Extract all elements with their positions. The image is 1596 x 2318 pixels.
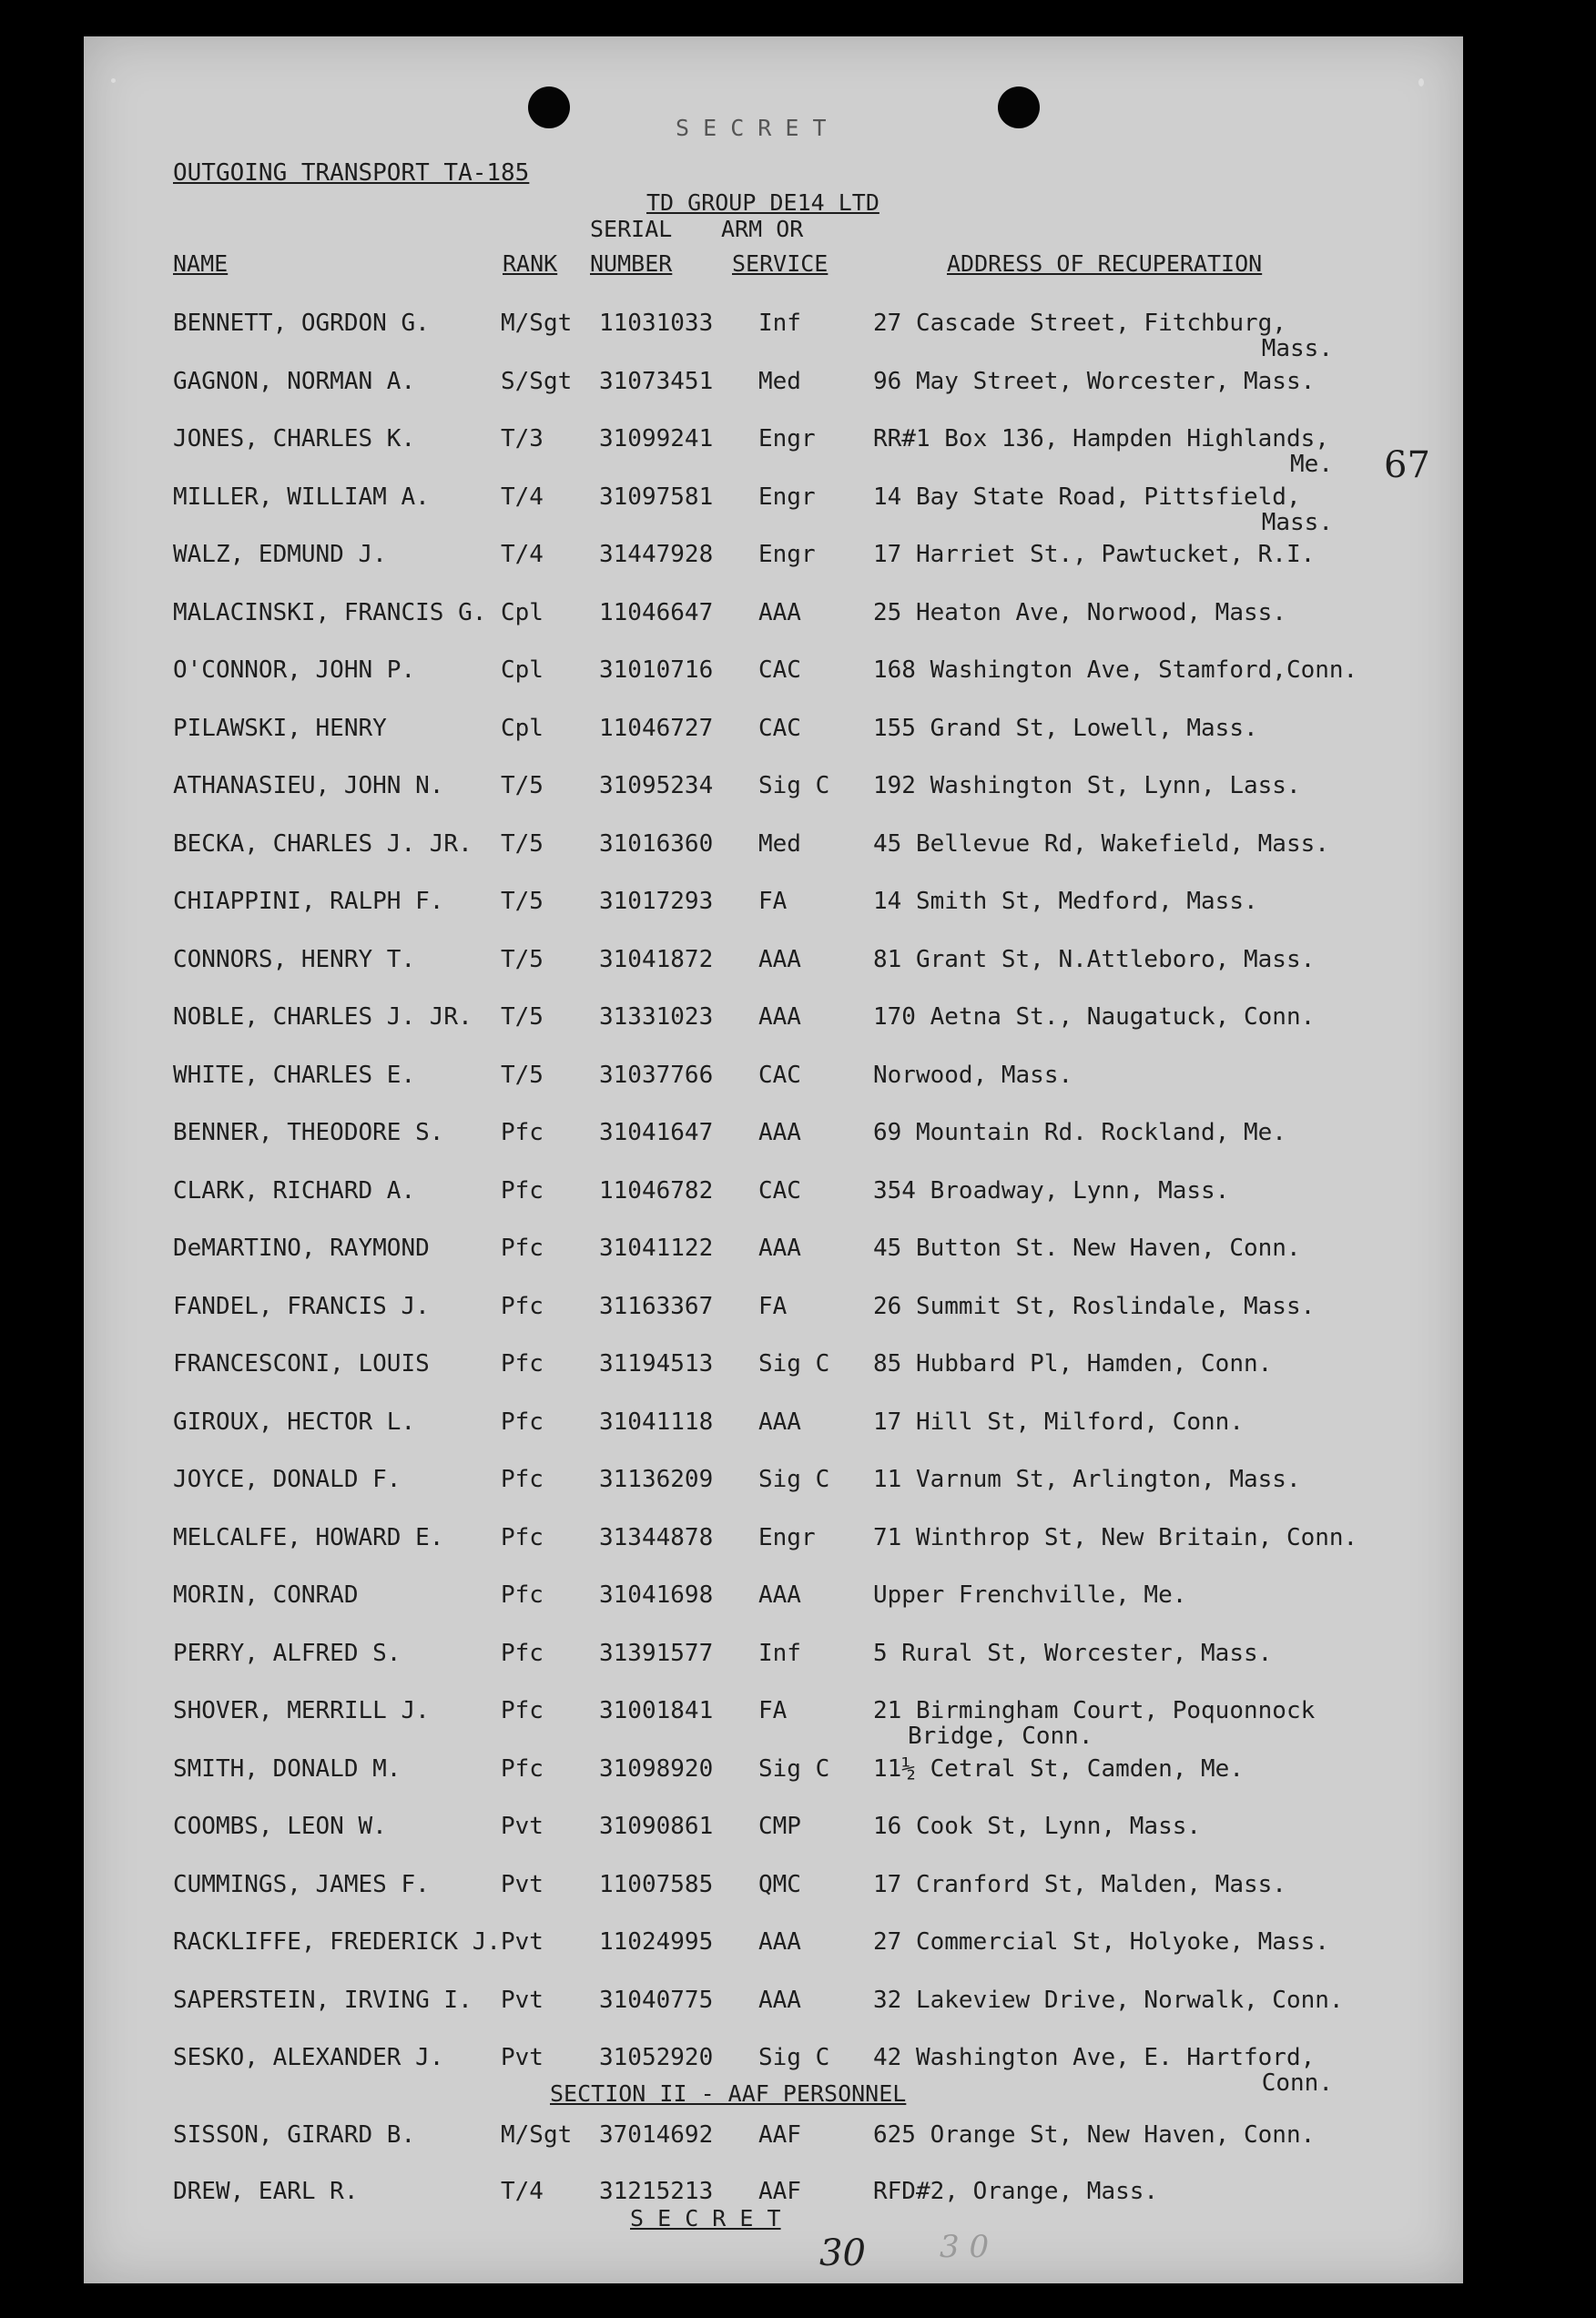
- person-name: MELCALFE, HOWARD E.: [173, 1523, 444, 1551]
- serial-number: 11031033: [599, 310, 714, 337]
- address: 96 May Street, Worcester, Mass.: [873, 367, 1316, 395]
- person-name: WHITE, CHARLES E.: [173, 1061, 416, 1089]
- arm-of-service: AAA: [758, 598, 801, 626]
- address: 17 Harriet St., Pawtucket, R.I.: [873, 541, 1316, 568]
- arm-of-service: Sig C: [758, 772, 830, 799]
- person-name: JOYCE, DONALD F.: [173, 1466, 402, 1493]
- address-continuation: Bridge, Conn.: [908, 1723, 1093, 1750]
- arm-of-service: Engr: [758, 1523, 816, 1551]
- person-name: BECKA, CHARLES J. JR.: [173, 829, 473, 858]
- serial-number: 11046782: [599, 1176, 714, 1205]
- person-name: BENNETT, OGRDON G.: [173, 310, 430, 337]
- scan-speck: [111, 78, 116, 83]
- arm-of-service: AAA: [758, 1119, 801, 1146]
- serial-number: 31163367: [599, 1292, 714, 1320]
- arm-of-service: CMP: [758, 1813, 801, 1840]
- serial-number: 31041698: [599, 1581, 714, 1609]
- group-heading: TD GROUP DE14 LTD: [646, 189, 879, 216]
- col-arm-bottom: SERVICE: [732, 250, 828, 277]
- serial-number: 31090861: [599, 1813, 714, 1840]
- handwritten-number-faint: 3 0: [940, 2229, 990, 2265]
- serial-number: 31016360: [599, 829, 714, 858]
- serial-number: 31040775: [599, 1986, 714, 2014]
- person-name: SMITH, DONALD M.: [173, 1754, 402, 1783]
- address: 5 Rural St, Worcester, Mass.: [873, 1639, 1273, 1667]
- address: 27 Commercial St, Holyoke, Mass.: [873, 1928, 1329, 1956]
- address: 21 Birmingham Court, Poquonnock: [873, 1697, 1316, 1724]
- person-rank: Pvt: [501, 2044, 544, 2071]
- serial-number: 31037766: [599, 1061, 714, 1089]
- person-rank: Pfc: [501, 1119, 544, 1146]
- address-continuation: Me.: [1290, 451, 1333, 478]
- person-rank: T/3: [501, 425, 544, 452]
- person-rank: M/Sgt: [501, 2121, 573, 2149]
- arm-of-service: Inf: [758, 1639, 801, 1667]
- arm-of-service: CAC: [758, 1061, 801, 1089]
- address: 32 Lakeview Drive, Norwalk, Conn.: [873, 1986, 1344, 2014]
- serial-number: 11046727: [599, 714, 714, 742]
- address: 16 Cook St, Lynn, Mass.: [873, 1813, 1202, 1840]
- address: 11 Varnum St, Arlington, Mass.: [873, 1466, 1301, 1493]
- serial-number: 31095234: [599, 772, 714, 799]
- serial-number: 31391577: [599, 1639, 714, 1667]
- address: 27 Cascade Street, Fitchburg,: [873, 310, 1286, 337]
- address: 155 Grand St, Lowell, Mass.: [873, 714, 1258, 742]
- person-rank: Pfc: [501, 1523, 544, 1551]
- person-rank: Pvt: [501, 1813, 544, 1840]
- col-arm-top: ARM OR: [721, 216, 804, 242]
- serial-number: 31097581: [599, 483, 714, 511]
- arm-of-service: Med: [758, 829, 801, 858]
- serial-number: 31099241: [599, 425, 714, 452]
- person-name: ATHANASIEU, JOHN N.: [173, 772, 444, 799]
- person-rank: Pfc: [501, 1235, 544, 1262]
- address: 17 Cranford St, Malden, Mass.: [873, 1870, 1286, 1898]
- address: 625 Orange St, New Haven, Conn.: [873, 2121, 1316, 2149]
- person-rank: S/Sgt: [501, 367, 573, 395]
- address: 26 Summit St, Roslindale, Mass.: [873, 1292, 1316, 1320]
- serial-number: 31010716: [599, 656, 714, 684]
- person-name: CLARK, RICHARD A.: [173, 1176, 416, 1205]
- address: RR#1 Box 136, Hampden Highlands,: [873, 425, 1329, 452]
- arm-of-service: AAA: [758, 1986, 801, 2014]
- scan-speck: [1418, 78, 1424, 86]
- person-rank: T/5: [501, 772, 544, 799]
- serial-number: 31073451: [599, 367, 714, 395]
- transport-title: OUTGOING TRANSPORT TA-185: [173, 159, 530, 187]
- address: 71 Winthrop St, New Britain, Conn.: [873, 1523, 1358, 1551]
- serial-number: 31041647: [599, 1119, 714, 1146]
- arm-of-service: AAA: [758, 1928, 801, 1956]
- person-name: CONNORS, HENRY T.: [173, 945, 416, 973]
- address-continuation: Mass.: [1261, 508, 1333, 536]
- arm-of-service: AAF: [758, 2178, 801, 2205]
- address: 69 Mountain Rd. Rockland, Me.: [873, 1119, 1286, 1146]
- arm-of-service: AAA: [758, 945, 801, 973]
- person-rank: Pfc: [501, 1697, 544, 1724]
- person-name: MILLER, WILLIAM A.: [173, 483, 430, 511]
- address: 170 Aetna St., Naugatuck, Conn.: [873, 1003, 1316, 1031]
- serial-number: 31136209: [599, 1466, 714, 1493]
- serial-number: 31052920: [599, 2044, 714, 2071]
- serial-number: 31041122: [599, 1235, 714, 1262]
- address: 14 Smith St, Medford, Mass.: [873, 888, 1258, 915]
- address: 42 Washington Ave, E. Hartford,: [873, 2044, 1316, 2071]
- person-rank: T/4: [501, 541, 544, 568]
- serial-number: 31447928: [599, 541, 714, 568]
- arm-of-service: FA: [758, 1697, 788, 1724]
- arm-of-service: Sig C: [758, 1466, 830, 1493]
- person-rank: T/5: [501, 888, 544, 915]
- person-rank: Cpl: [501, 714, 544, 742]
- arm-of-service: Sig C: [758, 1754, 830, 1783]
- serial-number: 31098920: [599, 1754, 714, 1783]
- address: 192 Washington St, Lynn, Lass.: [873, 772, 1301, 799]
- page-number: 67: [1384, 444, 1430, 486]
- person-name: DREW, EARL R.: [173, 2178, 359, 2205]
- address: 45 Bellevue Rd, Wakefield, Mass.: [873, 829, 1329, 858]
- person-rank: Pvt: [501, 1870, 544, 1898]
- address: Norwood, Mass.: [873, 1061, 1073, 1089]
- col-serial-top: SERIAL: [590, 216, 673, 242]
- person-name: RACKLIFFE, FREDERICK J.: [173, 1928, 502, 1956]
- arm-of-service: AAA: [758, 1408, 801, 1436]
- address-continuation: Conn.: [1261, 2069, 1333, 2097]
- person-name: BENNER, THEODORE S.: [173, 1119, 444, 1146]
- address: 25 Heaton Ave, Norwood, Mass.: [873, 598, 1286, 626]
- person-name: NOBLE, CHARLES J. JR.: [173, 1003, 473, 1031]
- person-name: COOMBS, LEON W.: [173, 1813, 387, 1840]
- person-rank: T/5: [501, 829, 544, 858]
- serial-number: 31331023: [599, 1003, 714, 1031]
- person-name: WALZ, EDMUND J.: [173, 541, 387, 568]
- address: 168 Washington Ave, Stamford,Conn.: [873, 656, 1358, 684]
- serial-number: 31041872: [599, 945, 714, 973]
- person-name: CHIAPPINI, RALPH F.: [173, 888, 444, 915]
- punch-hole: [998, 86, 1040, 128]
- person-name: PILAWSKI, HENRY: [173, 714, 387, 742]
- person-rank: Cpl: [501, 656, 544, 684]
- serial-number: 11007585: [599, 1870, 714, 1898]
- arm-of-service: Engr: [758, 483, 816, 511]
- person-rank: Pfc: [501, 1350, 544, 1378]
- person-rank: M/Sgt: [501, 310, 573, 337]
- arm-of-service: Inf: [758, 310, 801, 337]
- arm-of-service: FA: [758, 1292, 788, 1320]
- serial-number: 31194513: [599, 1350, 714, 1378]
- person-name: FANDEL, FRANCIS J.: [173, 1292, 430, 1320]
- col-rank: RANK: [503, 250, 558, 277]
- person-name: SHOVER, MERRILL J.: [173, 1697, 430, 1724]
- serial-number: 31344878: [599, 1523, 714, 1551]
- person-name: MALACINSKI, FRANCIS G.: [173, 598, 487, 626]
- serial-number: 31017293: [599, 888, 714, 915]
- person-rank: T/5: [501, 1003, 544, 1031]
- col-serial-bottom: NUMBER: [590, 250, 673, 277]
- arm-of-service: Engr: [758, 425, 816, 452]
- person-rank: Pvt: [501, 1928, 544, 1956]
- person-rank: Cpl: [501, 598, 544, 626]
- arm-of-service: CAC: [758, 656, 801, 684]
- address: 11½ Cetral St, Camden, Me.: [873, 1754, 1244, 1783]
- serial-number: 11024995: [599, 1928, 714, 1956]
- arm-of-service: AAF: [758, 2121, 801, 2149]
- address: 354 Broadway, Lynn, Mass.: [873, 1176, 1230, 1205]
- classification-bottom: S E C R E T: [630, 2205, 781, 2232]
- handwritten-number: 30: [819, 2232, 866, 2274]
- person-rank: T/4: [501, 483, 544, 511]
- person-name: SISSON, GIRARD B.: [173, 2121, 416, 2149]
- address: 17 Hill St, Milford, Conn.: [873, 1408, 1244, 1436]
- person-rank: T/5: [501, 1061, 544, 1089]
- arm-of-service: CAC: [758, 714, 801, 742]
- arm-of-service: AAA: [758, 1581, 801, 1609]
- person-name: CUMMINGS, JAMES F.: [173, 1870, 430, 1898]
- person-name: PERRY, ALFRED S.: [173, 1639, 402, 1667]
- address: 14 Bay State Road, Pittsfield,: [873, 483, 1301, 511]
- section-heading: SECTION II - AAF PERSONNEL: [550, 2080, 907, 2107]
- arm-of-service: AAA: [758, 1235, 801, 1262]
- address: 85 Hubbard Pl, Hamden, Conn.: [873, 1350, 1273, 1378]
- address-continuation: Mass.: [1261, 335, 1333, 362]
- arm-of-service: Engr: [758, 541, 816, 568]
- serial-number: 31001841: [599, 1697, 714, 1724]
- person-name: SAPERSTEIN, IRVING I.: [173, 1986, 473, 2014]
- person-rank: Pfc: [501, 1581, 544, 1609]
- person-name: O'CONNOR, JOHN P.: [173, 656, 416, 684]
- classification-top: S E C R E T: [676, 115, 827, 141]
- person-rank: Pfc: [501, 1292, 544, 1320]
- arm-of-service: CAC: [758, 1176, 801, 1205]
- serial-number: 31041118: [599, 1408, 714, 1436]
- serial-number: 37014692: [599, 2121, 714, 2149]
- person-rank: Pfc: [501, 1408, 544, 1436]
- person-rank: Pfc: [501, 1639, 544, 1667]
- arm-of-service: AAA: [758, 1003, 801, 1031]
- person-name: DeMARTINO, RAYMOND: [173, 1235, 430, 1262]
- person-name: GIROUX, HECTOR L.: [173, 1408, 416, 1436]
- document-page: [84, 36, 1463, 2283]
- person-name: MORIN, CONRAD: [173, 1581, 359, 1609]
- person-name: SESKO, ALEXANDER J.: [173, 2044, 444, 2071]
- address: 45 Button St. New Haven, Conn.: [873, 1235, 1301, 1262]
- col-name: NAME: [173, 250, 229, 277]
- person-rank: T/4: [501, 2178, 544, 2205]
- person-name: GAGNON, NORMAN A.: [173, 367, 416, 395]
- arm-of-service: FA: [758, 888, 788, 915]
- person-rank: Pfc: [501, 1466, 544, 1493]
- arm-of-service: QMC: [758, 1870, 801, 1898]
- arm-of-service: Med: [758, 367, 801, 395]
- address: Upper Frenchville, Me.: [873, 1581, 1187, 1609]
- person-rank: Pfc: [501, 1176, 544, 1205]
- person-name: FRANCESCONI, LOUIS: [173, 1350, 430, 1378]
- person-rank: Pvt: [501, 1986, 544, 2014]
- col-address: ADDRESS OF RECUPERATION: [947, 250, 1263, 277]
- person-name: JONES, CHARLES K.: [173, 425, 416, 452]
- arm-of-service: Sig C: [758, 2044, 830, 2071]
- person-rank: Pfc: [501, 1754, 544, 1783]
- arm-of-service: Sig C: [758, 1350, 830, 1378]
- serial-number: 31215213: [599, 2178, 714, 2205]
- punch-hole: [528, 86, 570, 128]
- address: RFD#2, Orange, Mass.: [873, 2178, 1159, 2205]
- address: 81 Grant St, N.Attleboro, Mass.: [873, 945, 1316, 973]
- person-rank: T/5: [501, 945, 544, 973]
- serial-number: 11046647: [599, 598, 714, 626]
